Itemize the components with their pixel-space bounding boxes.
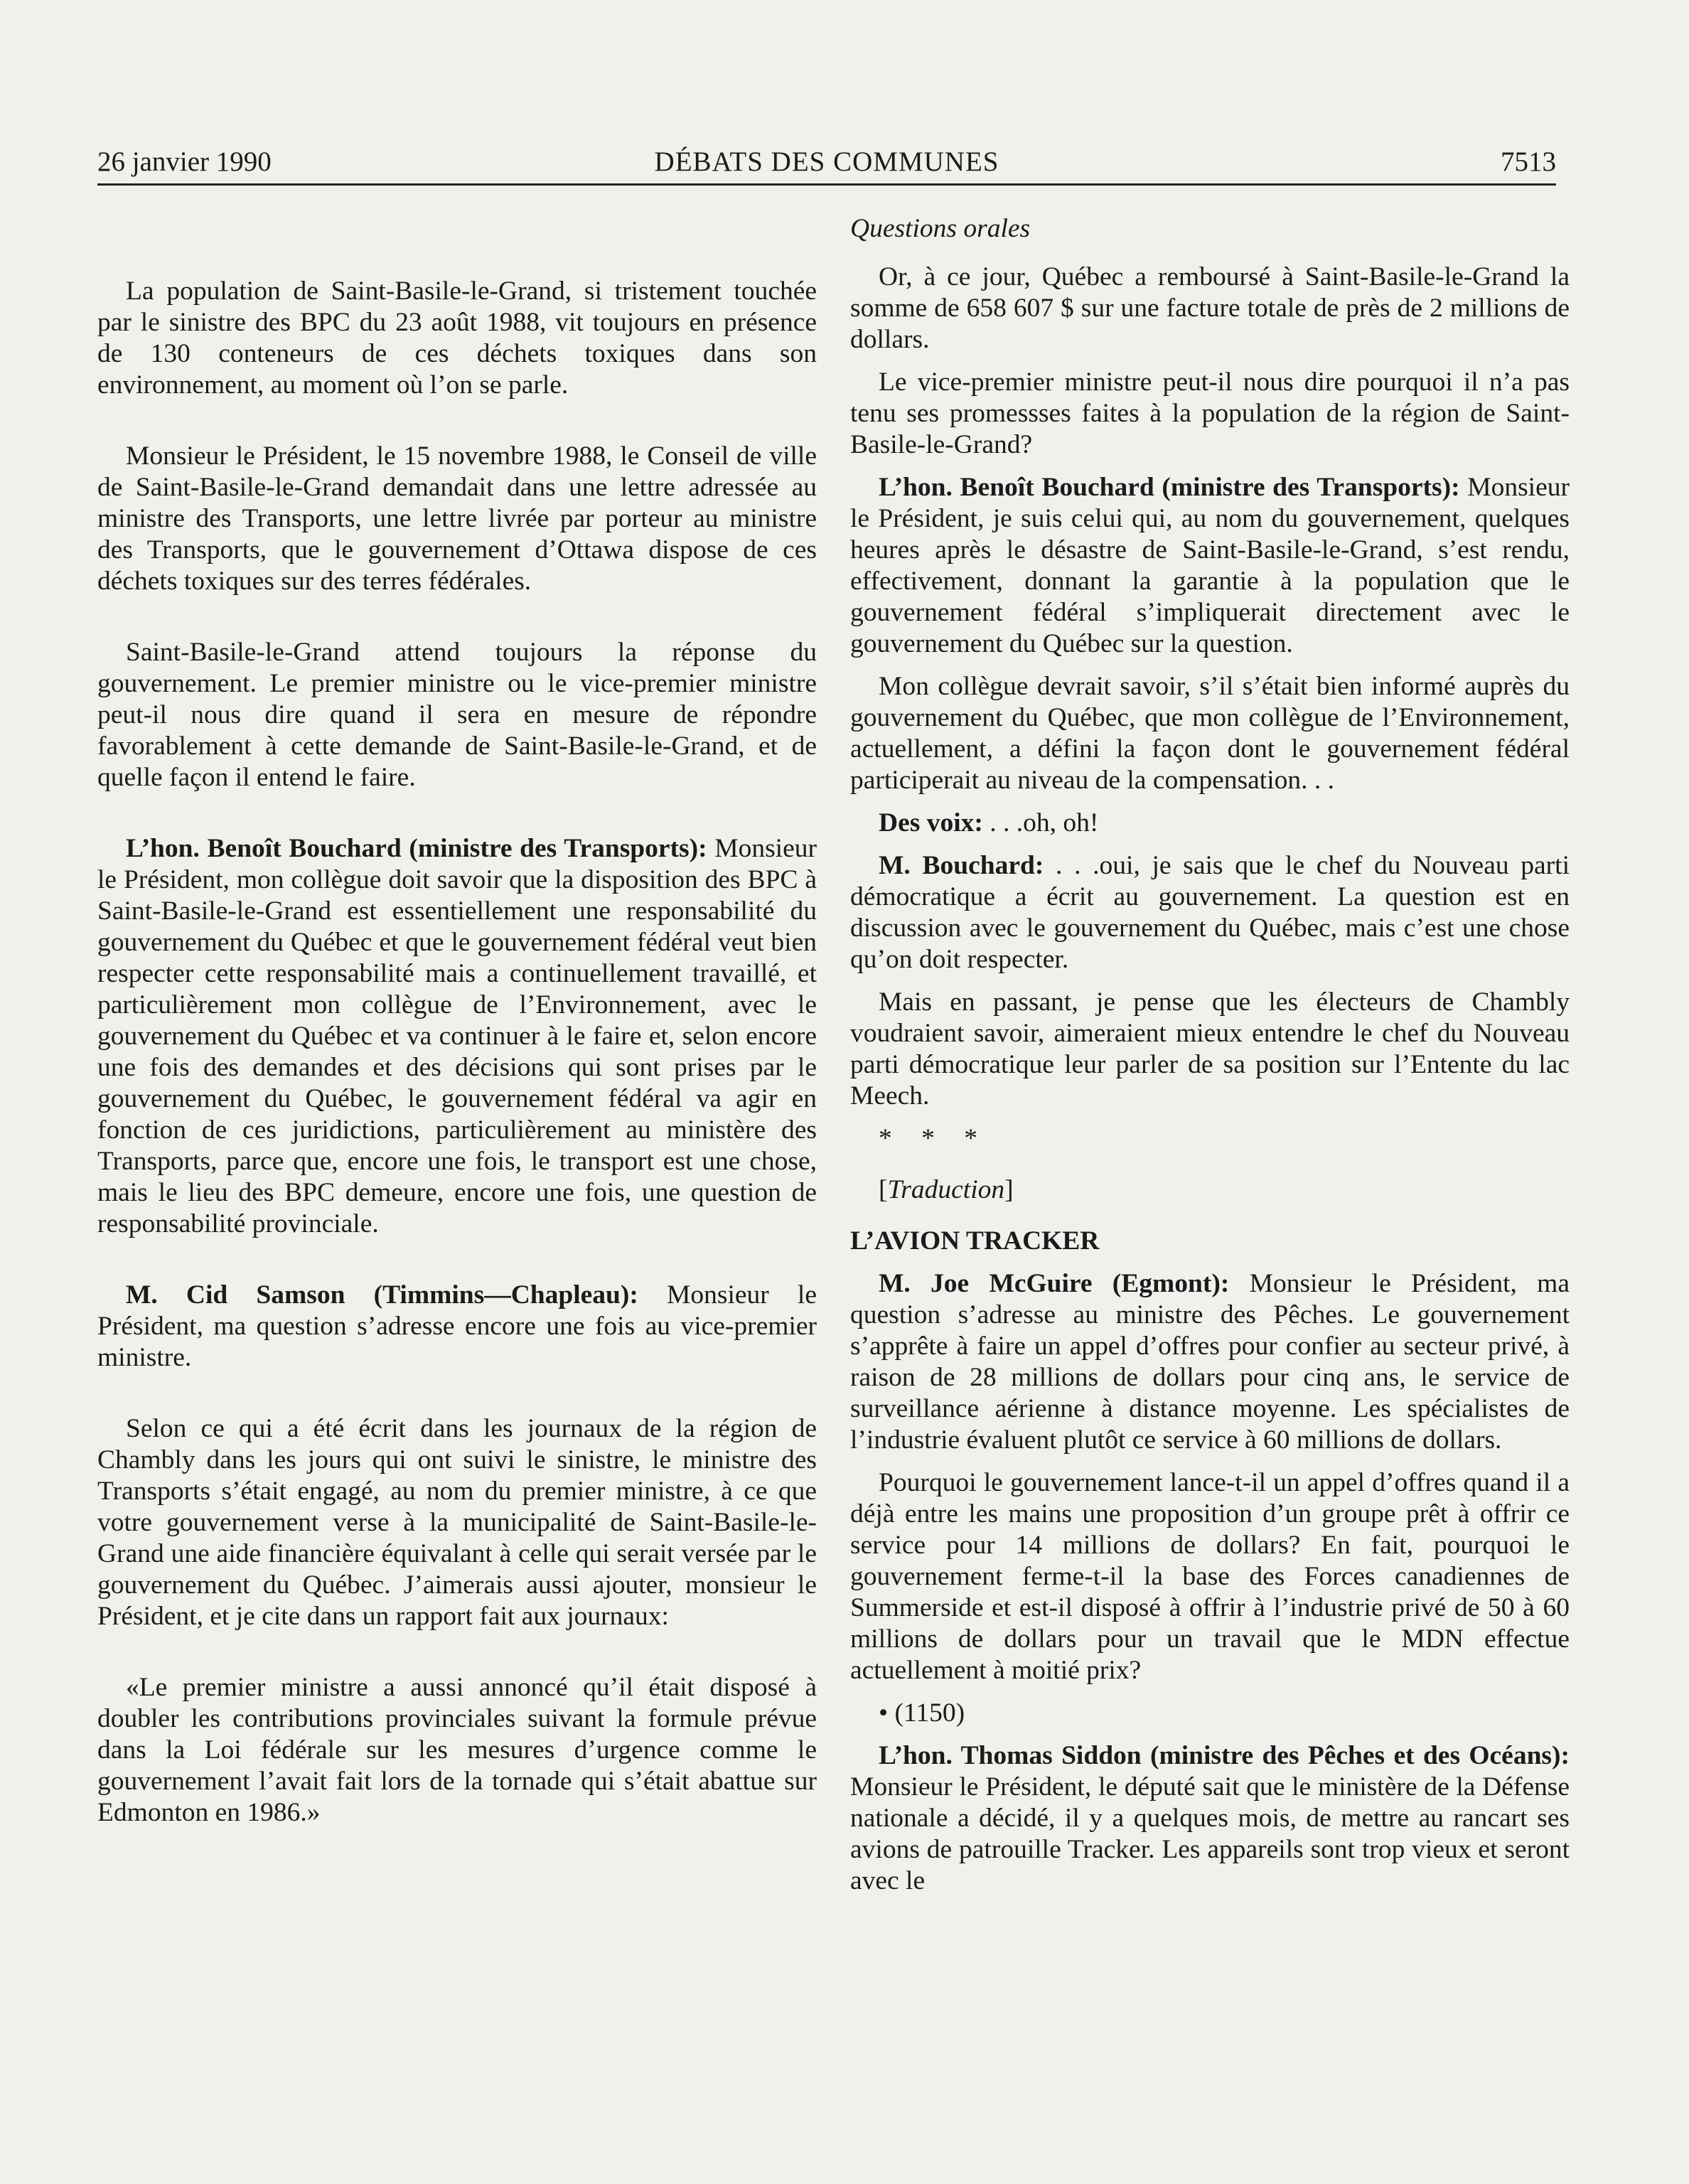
section-heading: Questions orales [850,214,1031,243]
paragraph [97,833,817,1240]
paragraph: Mais en passant, je pense que les électeurs de Chambly voudraient savoir, aimeraient mieux entendre le chef du Nouveau parti démocratique leur parler de sa position sur l’Entente du lac Meech. [850,987,1570,1110]
paragraph [850,472,1570,660]
left-column [97,213,817,1868]
section-separator: * * * [879,1124,989,1153]
paragraph [850,1268,1570,1456]
paragraph: Mon collègue devrait savoir, s’il s’était bien informé auprès du gouvernement du Québec, que mon collègue de l’Environnement, actuellement, a défini la façon dont le gouvernement fédéral participerait au niveau de la compensation. . . [850,672,1570,795]
speech-text: Monsieur le Président, ma question s’adresse au ministre des Pêches. Le gouvernement s’apprête à faire un appel d’offres pour confier au secteur privé, à raison de 28 millions de dollars pour cinq ans, le service de surveillance aérienne à distance moyenne. Les spécialistes de l’industrie évaluent plutôt ce service à 60 millions de dollars. [850,1269,1570,1455]
timestamp: • (1150) [879,1698,965,1728]
speaker-name: L’hon. Thomas Siddon (ministre des Pêches et des Océans): [879,1741,1570,1770]
speech-text: . . .oui, je sais que le chef du Nouveau parti démocratique a écrit au gouvernement. La question est en discussion avec le gouvernement du Québec, mais c’est une chose qu’on doit respecter. [850,851,1570,974]
paragraph [850,808,1570,839]
speech-text: Monsieur le Président, le député sait que le ministère de la Défense nationale a décidé, il y a quelques mois, de mettre au rancart ses avions de patrouille Tracker. Les appareils sont trop vieux et seront avec le [850,1772,1570,1895]
paragraph: Or, à ce jour, Québec a remboursé à Saint-Basile-le-Grand la somme de 658 607 $ sur une facture totale de près de 2 millions de dollars. [850,262,1570,354]
speaker-name: L’hon. Benoît Bouchard (ministre des Transports): [126,834,707,863]
subsection-title: L’AVION TRACKER [850,1226,1100,1256]
speaker-name: M. Cid Samson (Timmins—Chapleau): [126,1280,638,1310]
translation-label: Traduction [887,1175,1005,1204]
quotation: «Le premier ministre a aussi annoncé qu’il était disposé à doubler les contributions provinciales suivant la formule prévue dans la Loi fédérale sur les mesures d’urgence comme le gouvernement l’avait fait lors de la tornade qui s’était abattue sur Edmonton en 1986.» [97,1673,817,1827]
paragraph: Monsieur le Président, le 15 novembre 1988, le Conseil de ville de Saint-Basile-le-Grand demandait dans une lettre adressée au ministre des Transports, une lettre livrée par porteur au ministre des Transports, que le gouvernement d’Ottawa dispose de ces déchets toxiques sur des terres fédérales. [97,441,817,596]
speaker-name: M. Bouchard: [879,851,1044,880]
paragraph: Le vice-premier ministre peut-il nous dire pourquoi il n’a pas tenu ses promessses faites à la population de la région de Saint-Basile-le-Grand? [850,368,1570,459]
speech-text: Monsieur le Président, je suis celui qui, au nom du gouvernement, quelques heures après le désastre de Saint-Basile-le-Grand, s’est rendu, effectivement, donnant la garantie à la population que le gouvernement fédéral s’impliquerait directement avec le gouvernement du Québec sur la question. [850,473,1570,658]
header-page-number: 7513 [1501,146,1556,177]
speaker-name: Des voix: [879,808,983,837]
speech-text: . . .oh, oh! [982,808,1099,837]
speaker-name: M. Joe McGuire (Egmont): [879,1269,1230,1298]
speech-text: Monsieur le Président, ma question s’adresse encore une fois au vice-premier ministre. [97,1280,817,1372]
right-column [850,213,1570,1908]
paragraph: Saint-Basile-le-Grand attend toujours la réponse du gouvernement. Le premier ministre ou le vice-premier ministre peut-il nous dire quand il sera en mesure de répondre favorablement à cette demande de Saint-Basile-le-Grand, et de quelle façon il entend le faire. [97,638,817,792]
paragraph [850,1740,1570,1897]
speech-text: Monsieur le Président, mon collègue doit savoir que la disposition des BPC à Saint-Basile-le-Grand est essentiellement une responsabilité du gouvernement du Québec et que le gouvernement fédéral veut bien respecter cette responsabilité mais a continuellement travaillé, et particulièrement mon collègue de l’Environnement, avec le gouvernement du Québec et va continuer à le faire et, selon encore une fois des demandes et des décisions qui sont prises par le gouvernement du Québec, le gouvernement fédéral va agir en fonction de ces juridictions, particulièrement au ministère des Transports, parce que, encore une fois, le transport est une chose, mais le lieu des BPC demeure, encore une fois, une question de responsabilité provinciale. [97,834,817,1238]
paragraph: La population de Saint-Basile-le-Grand, si tristement touchée par le sinistre des BPC du 23 août 1988, vit toujours en présence de 130 conteneurs de ces déchets toxiques dans son environnement, au moment où l’on se parle. [97,277,817,400]
paragraph [850,850,1570,975]
paragraph [97,1280,817,1374]
speaker-name: L’hon. Benoît Bouchard (ministre des Transports): [879,473,1460,502]
translation-note: [Traduction] [879,1175,1014,1204]
paragraph: Pourquoi le gouvernement lance-t-il un appel d’offres quand il a déjà entre les mains une proposition d’un groupe prêt à offrir ce service pour 14 millions de dollars? En fait, pourquoi le gouvernement ferme-t-il la base des Forces canadiennes de Summerside et est-il disposé à offrir à l’industrie privé de 50 à 60 millions de dollars pour un travail que le MDN effectue actuellement à moitié prix? [850,1468,1570,1685]
page-header [97,144,1556,186]
header-title: DÉBATS DES COMMUNES [654,146,999,177]
header-date: 26 janvier 1990 [97,146,272,177]
paragraph: Selon ce qui a été écrit dans les journaux de la région de Chambly dans les jours qui ont suivi le sinistre, le ministre des Transports s’était engagé, au nom du premier ministre, à ce que votre gouvernement verse à la municipalité de Saint-Basile-le-Grand une aide financière équivalant à celle qui serait versée par le gouvernement du Québec. J’aimerais aussi ajouter, monsieur le Président, et je cite dans un rapport fait aux journaux: [97,1414,817,1631]
